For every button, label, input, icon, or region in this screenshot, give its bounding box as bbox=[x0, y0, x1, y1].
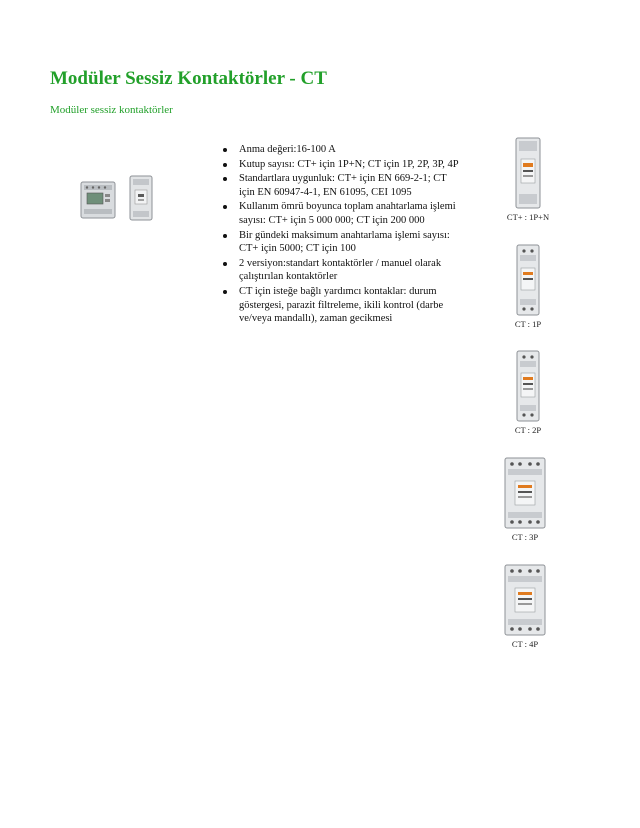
contactor-ct-plus-1pn-icon bbox=[513, 137, 543, 209]
contactor-ct-1p-icon bbox=[513, 244, 543, 316]
contactor-group-image bbox=[80, 174, 160, 226]
contactor-ct-2p-icon bbox=[513, 350, 543, 422]
product-ct-plus-1pn bbox=[496, 137, 560, 222]
product-ct-4p bbox=[493, 564, 557, 649]
product-ct-2p bbox=[496, 350, 560, 435]
feature-item: CT için isteğe bağlı yardımcı kontaklar: durum göstergesi, parazit filtreleme, ikili kontrol (darbe ve/veya mandallı), zaman gecikmesi bbox=[222, 285, 462, 326]
feature-item: 2 versiyon:standart kontaktörler / manuel olarak çalıştırılan kontaktörler bbox=[222, 257, 462, 284]
feature-item: Kullanım ömrü boyunca toplam anahtarlama işlemi sayısı: CT+ için 5 000 000; CT için 200 000 bbox=[222, 200, 462, 227]
contactor-pair-icon bbox=[80, 174, 160, 226]
feature-item: Bir gündeki maksimum anahtarlama işlemi sayısı: CT+ için 5000; CT için 100 bbox=[222, 229, 462, 256]
page-subtitle: Modüler sessiz kontaktörler bbox=[50, 104, 173, 116]
feature-item: Standartlara uygunluk: CT+ için EN 669-2-1; CT için EN 60947-4-1, EN 61095, CEI 1095 bbox=[222, 172, 462, 199]
product-ct-1p bbox=[496, 244, 560, 329]
contactor-ct-3p-icon bbox=[502, 457, 548, 529]
product-ct-3p bbox=[493, 457, 557, 542]
product-caption: CT : 4P bbox=[511, 639, 539, 649]
product-caption: CT : 1P bbox=[514, 319, 542, 329]
contactor-ct-4p-icon bbox=[502, 564, 548, 636]
page-title: Modüler Sessiz Kontaktörler - CT bbox=[50, 68, 327, 89]
product-caption: CT : 3P bbox=[511, 532, 539, 542]
feature-item: Anma değeri:16-100 A bbox=[222, 143, 462, 157]
product-caption: CT+ : 1P+N bbox=[506, 212, 550, 222]
feature-item: Kutup sayısı: CT+ için 1P+N; CT için 1P, 2P, 3P, 4P bbox=[222, 158, 462, 172]
feature-list bbox=[222, 143, 462, 327]
product-caption: CT : 2P bbox=[514, 425, 542, 435]
